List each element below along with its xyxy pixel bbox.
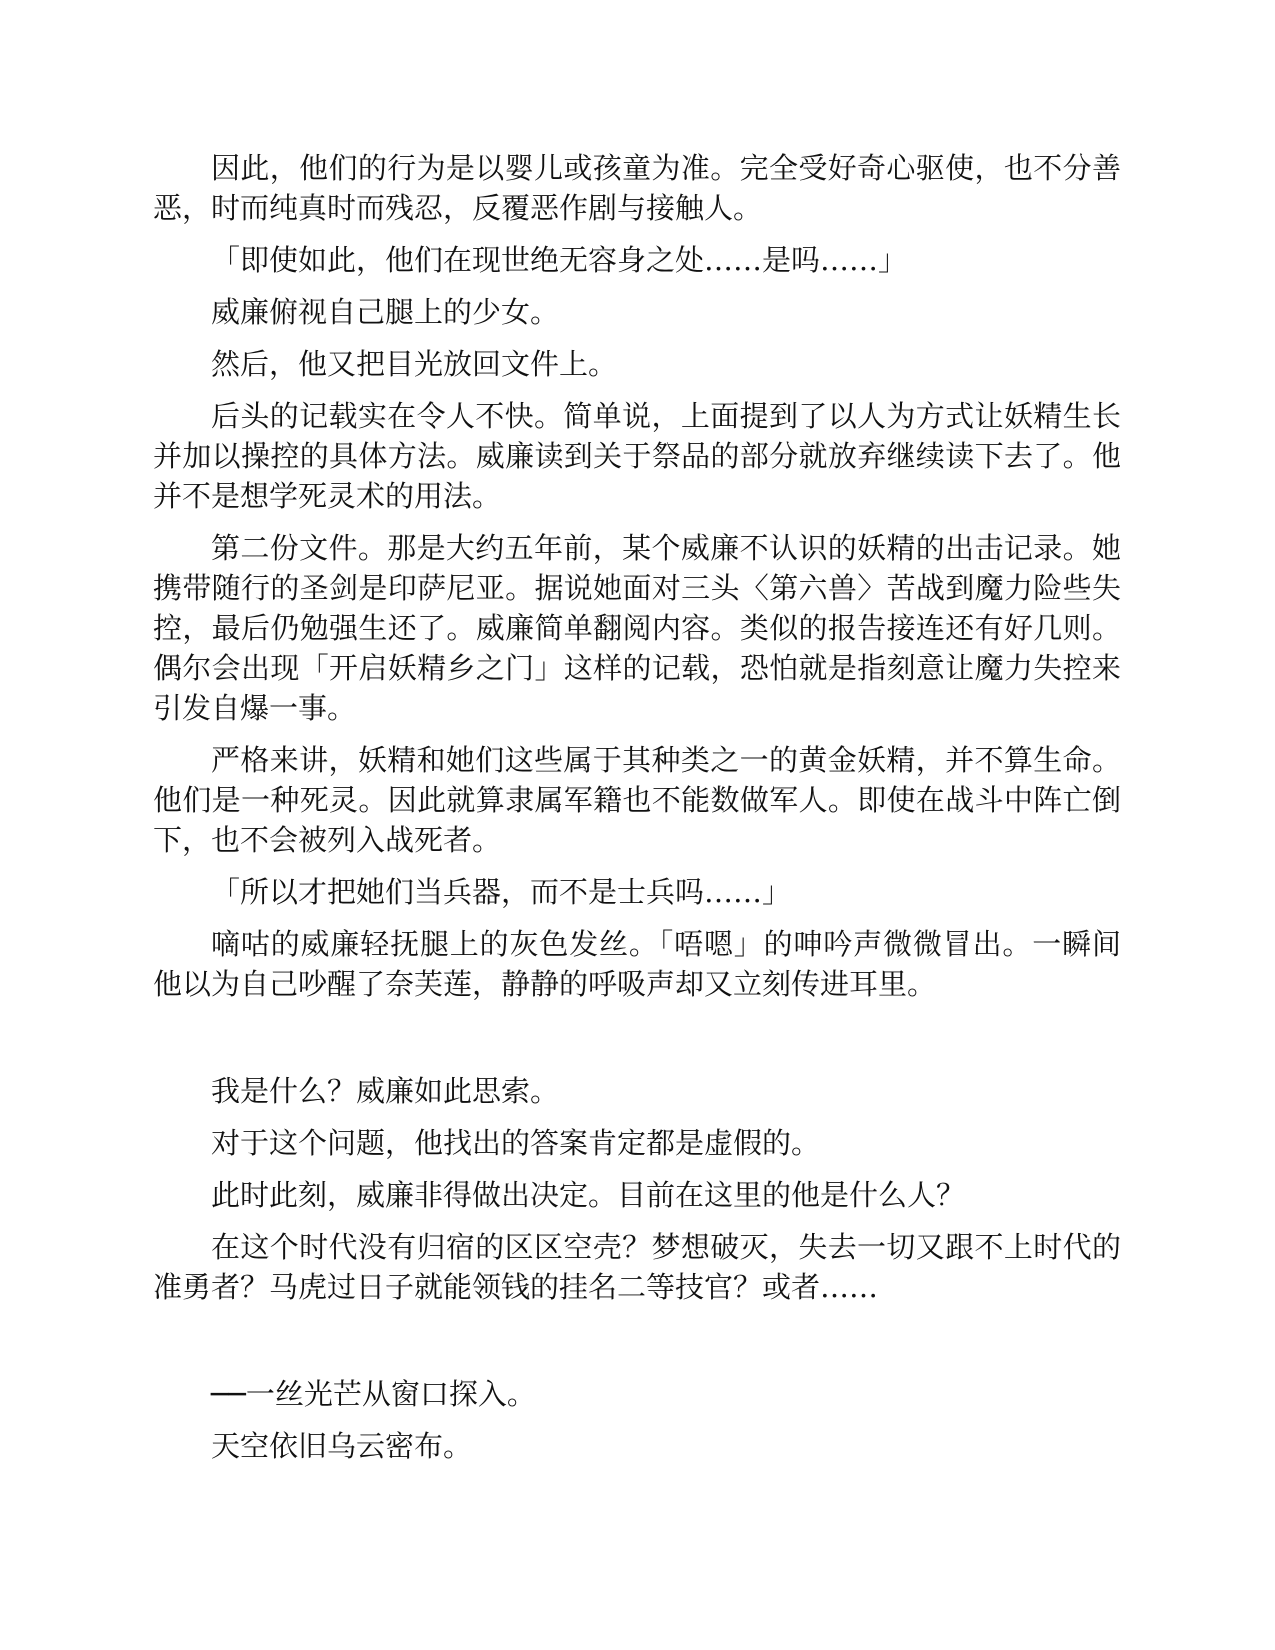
section-break — [153, 1016, 1121, 1071]
paragraph: 因此，他们的行为是以婴儿或孩童为准。完全受好奇心驱使，也不分善恶，时而纯真时而残忍，反覆恶作剧与接触人。 — [153, 151, 1121, 225]
dialogue-line: 「即使如此，他们在现世绝无容身之处……是吗……」 — [211, 243, 908, 277]
paragraph: 天空依旧乌云密布。 — [211, 1429, 473, 1463]
section-break — [153, 1319, 1121, 1374]
paragraph: 严格来讲，妖精和她们这些属于其种类之一的黄金妖精，并不算生命。他们是一种死灵。因此就算隶属军籍也不能数做军人。即使在战斗中阵亡倒下，也不会被列入战死者。 — [153, 743, 1121, 857]
paragraph: 嘀咕的威廉轻抚腿上的灰色发丝。「唔嗯」的呻吟声微微冒出。一瞬间他以为自己吵醒了奈芙莲，静静的呼吸声却又立刻传进耳里。 — [153, 927, 1121, 1001]
text-section-1 — [153, 148, 1121, 1004]
document-page — [153, 148, 1121, 1478]
paragraph: 后头的记载实在令人不快。简单说，上面提到了以人为方式让妖精生长并加以操控的具体方法。威廉读到关于祭品的部分就放弃继续读下去了。他并不是想学死灵术的用法。 — [153, 399, 1121, 513]
dialogue-line: 「所以才把她们当兵器，而不是士兵吗……」 — [211, 875, 792, 909]
paragraph: 我是什么？威廉如此思索。 — [211, 1074, 560, 1108]
paragraph: 对于这个问题，他找出的答案肯定都是虚假的。 — [211, 1126, 821, 1160]
paragraph: 威廉俯视自己腿上的少女。 — [211, 295, 560, 329]
paragraph: 在这个时代没有归宿的区区空壳？梦想破灭，失去一切又跟不上时代的准勇者？马虎过日子就能领钱的挂名二等技官？或者…… — [153, 1230, 1121, 1304]
paragraph: 然后，他又把目光放回文件上。 — [211, 347, 618, 381]
paragraph: 此时此刻，威廉非得做出决定。目前在这里的他是什么人？ — [211, 1178, 966, 1212]
paragraph: 第二份文件。那是大约五年前，某个威廉不认识的妖精的出击记录。她携带随行的圣剑是印萨尼亚。据说她面对三头〈第六兽〉苦战到魔力险些失控，最后仍勉强生还了。威廉简单翻阅内容。类似的报告接连还有好几则。偶尔会出现「开启妖精乡之门」这样的记载，恐怕就是指刻意让魔力失控来引发自爆一事。 — [153, 531, 1121, 725]
text-section-3 — [153, 1374, 1121, 1466]
paragraph: ──一丝光芒从窗口探入。 — [211, 1377, 536, 1411]
text-section-2 — [153, 1071, 1121, 1307]
